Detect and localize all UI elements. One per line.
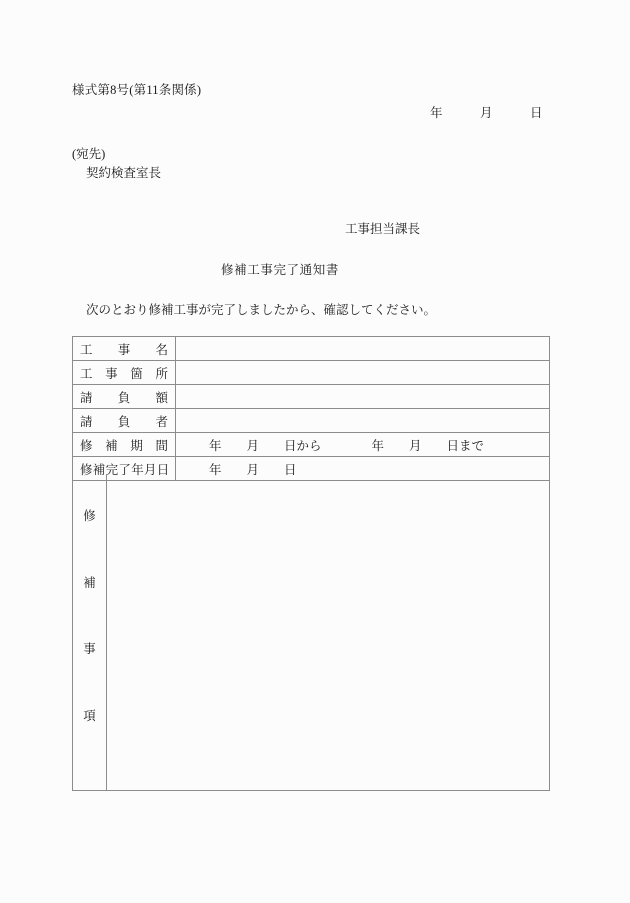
repair-items-char-4: 項 <box>83 708 96 723</box>
completion-date-text: 年 月 日 <box>184 462 297 477</box>
repair-items-char-2: 補 <box>83 575 96 590</box>
lead-paragraph: 次のとおり修補工事が完了しましたから、確認してください。 <box>86 303 437 317</box>
work-details-table <box>72 336 550 481</box>
row-value-work-location[interactable] <box>176 361 550 385</box>
row-label-work-name: 工事名 <box>73 337 176 361</box>
row-label-contractor: 請負者 <box>73 409 176 433</box>
row-value-repair-period[interactable] <box>176 433 550 457</box>
date-line: 年 月 日 <box>430 106 543 120</box>
table-row <box>73 433 550 457</box>
row-value-contract-amount[interactable] <box>176 385 550 409</box>
addressee-name: 契約検査室長 <box>86 166 162 180</box>
row-label-contract-amount: 請負額 <box>73 385 176 409</box>
table-row <box>73 337 550 361</box>
table-row <box>73 385 550 409</box>
addressee-label: (宛先) <box>72 147 106 161</box>
form-number: 様式第8号(第11条関係) <box>72 83 202 97</box>
repair-items-input-area[interactable] <box>107 474 549 790</box>
table-row <box>73 409 550 433</box>
repair-items-char-3: 事 <box>83 642 96 656</box>
row-label-repair-period: 修補期間 <box>73 433 176 457</box>
repair-items-block <box>72 474 550 791</box>
row-label-completion-date: 修補完了年月日 <box>73 457 176 481</box>
page-title: 修補工事完了通知書 <box>221 263 339 277</box>
table-row <box>73 361 550 385</box>
repair-items-vertical-label <box>73 474 107 790</box>
sender-title: 工事担当課長 <box>345 222 421 236</box>
row-label-work-location: 工事箇所 <box>73 361 176 385</box>
repair-period-text: 年 月 日から 年 月 日まで <box>184 438 485 453</box>
row-value-contractor[interactable] <box>176 409 550 433</box>
repair-items-char-1: 修 <box>83 509 96 523</box>
row-value-work-name[interactable] <box>176 337 550 361</box>
